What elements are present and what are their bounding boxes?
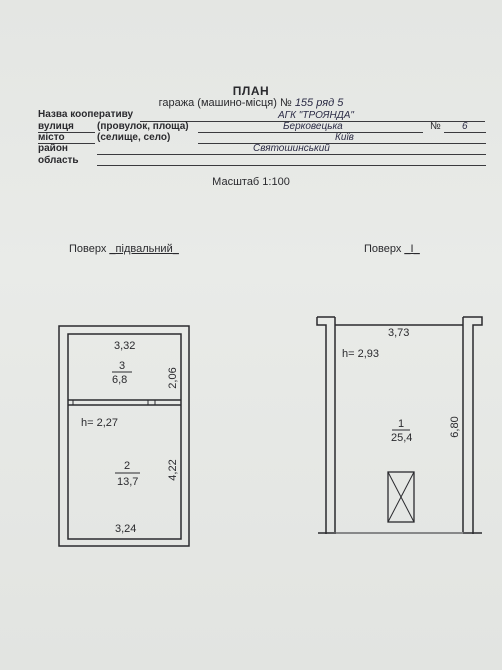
scale-label: Масштаб 1:100 — [212, 176, 290, 188]
street-label: вулиця — [38, 121, 74, 132]
room3-depth: 2,06 — [167, 367, 179, 389]
cooperative-value: АГК "ТРОЯНДА" — [278, 110, 354, 121]
basement-outer-wall — [59, 326, 189, 546]
subtitle-prefix: гаража (машино-місця) № — [158, 97, 292, 109]
page-title: ПЛАН — [232, 84, 270, 98]
basement-height: h= 2,27 — [81, 417, 119, 429]
room3-area: 6,8 — [112, 374, 128, 386]
ground-floor-value-text: I — [410, 243, 414, 255]
ground-floor-value: _I_ — [404, 243, 420, 255]
basement-floor-value-text: підвальний — [115, 243, 173, 255]
basement-bottom-width: 3,24 — [115, 523, 137, 535]
ground-depth: 6,80 — [449, 416, 461, 438]
region-label: область — [38, 155, 79, 166]
street-hint: (провулок, площа) — [97, 121, 189, 132]
ground-floor-label: Поверх — [364, 243, 402, 255]
basement-top-width: 3,32 — [114, 340, 136, 352]
garage-number: 155 ряд 5 — [294, 97, 344, 109]
room3-number: 3 — [119, 360, 126, 372]
room2-area: 13,7 — [117, 476, 139, 488]
ground-left-outer-wall — [317, 317, 326, 534]
district-label: район — [38, 143, 68, 154]
number-value: 6 — [462, 121, 468, 132]
room1-area: 25,4 — [391, 432, 413, 444]
basement-plan — [59, 326, 189, 546]
room2-depth: 4,22 — [167, 459, 179, 481]
ground-right-outer-wall — [463, 317, 482, 534]
city-label: місто — [38, 132, 65, 143]
basement-floor-label: Поверх — [69, 243, 107, 255]
district-value: Святошинський — [253, 143, 330, 154]
ground-width: 3,73 — [388, 327, 410, 339]
number-label: № — [430, 121, 441, 132]
street-value: Берковецька — [283, 121, 343, 132]
room2-number: 2 — [124, 460, 131, 472]
ground-height: h= 2,93 — [342, 348, 380, 360]
room1-number: 1 — [398, 418, 405, 430]
cooperative-label: Назва кооперативу — [38, 109, 134, 120]
city-value: Київ — [335, 132, 354, 143]
basement-floor-value: _підвальний_ — [109, 243, 179, 255]
city-hint: (селище, село) — [97, 132, 171, 143]
